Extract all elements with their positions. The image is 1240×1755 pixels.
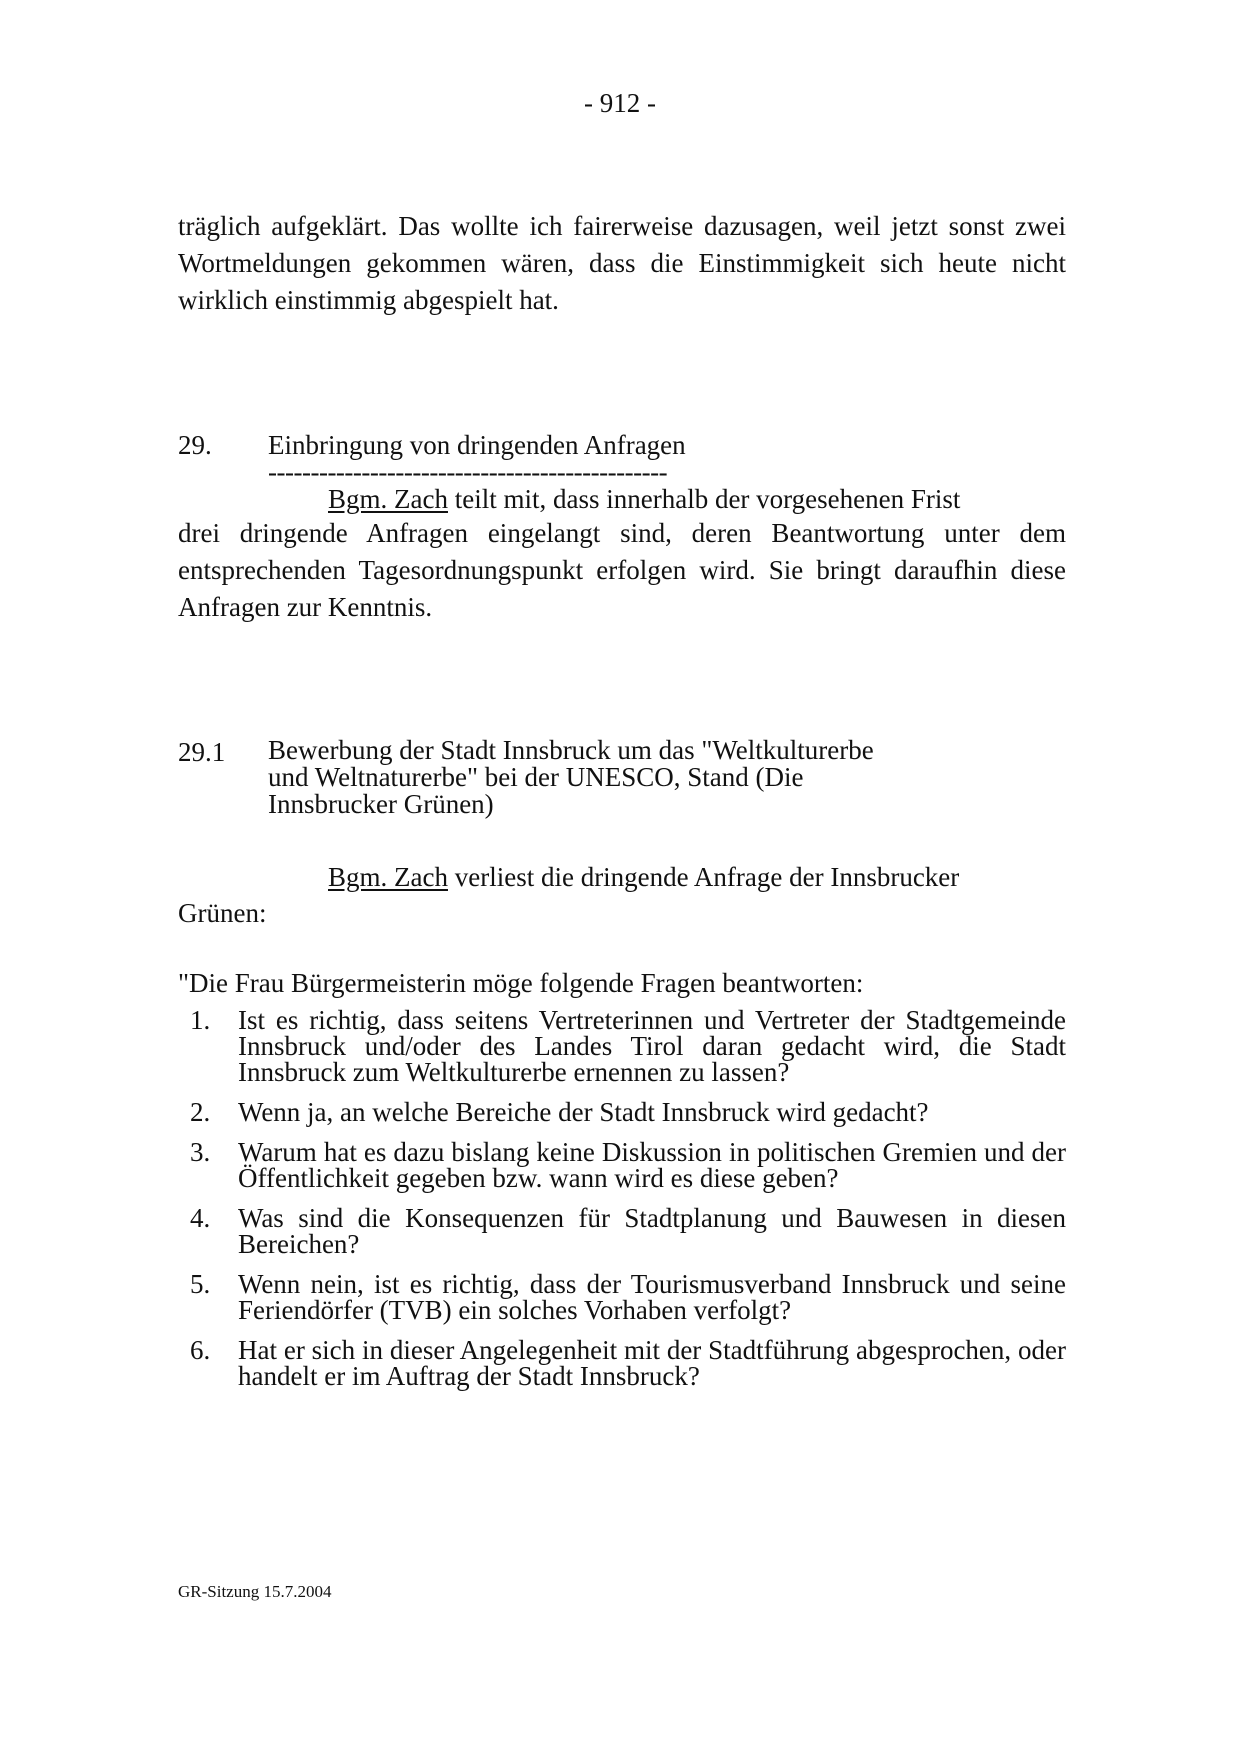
footer: GR-Sitzung 15.7.2004 — [178, 1582, 332, 1601]
speaker-name: Bgm. Zach — [328, 862, 448, 892]
quote-intro: "Die Frau Bürgermeisterin möge folgende Fragen beantworten: — [178, 968, 864, 998]
section-29-1-first-line-text: verliest die dringende Anfrage der Innsbrucker — [447, 862, 960, 892]
list-item: 2. Wenn ja, an welche Bereiche der Stadt Innsbruck wird gedacht? — [190, 1097, 929, 1127]
section-29-1-second-line: Grünen: — [178, 898, 267, 928]
section-29-first-line — [328, 484, 960, 515]
section-29-1-title: Bewerbung der Stadt Innsbruck um das "Weltkulturerbe und Weltnaturerbe" bei der UNESCO, Stand (Die Innsbrucker Grünen) — [268, 735, 874, 819]
section-29-1-number: 29.1 — [178, 737, 226, 767]
section-29-1-first-line — [328, 862, 959, 893]
section-29-first-line-text: teilt mit, dass innerhalb der vorgesehenen Frist — [447, 484, 961, 514]
page-number: - 912 - — [584, 88, 656, 118]
speaker-name: Bgm. Zach — [328, 484, 448, 514]
list-item: 4. Was sind die Konsequenzen für Stadtplanung und Bauwesen in diesen Bereichen? — [190, 1203, 1066, 1259]
section-29-underline-dashes: ----------------------------------------------- — [268, 457, 668, 487]
section-29-body: drei dringende Anfragen eingelangt sind, deren Beantwortung unter dem entsprechenden Tagesordnungspunkt erfolgen wird. Sie bringt daraufhin diese Anfragen zur Kenntnis. — [178, 518, 1066, 622]
section-29-title: Einbringung von dringenden Anfragen — [268, 430, 686, 460]
questions-list — [178, 1007, 1066, 1403]
list-item: 6. Hat er sich in dieser Angelegenheit mit der Stadtführung abgesprochen, oder handelt er im Auftrag der Stadt Innsbruck? — [190, 1335, 1066, 1391]
list-item: 5. Wenn nein, ist es richtig, dass der Tourismusverband Innsbruck und seine Feriendörfer (TVB) ein solches Vorhaben verfolgt? — [190, 1269, 1066, 1325]
intro-paragraph: träglich aufgeklärt. Das wollte ich fairerweise dazusagen, weil jetzt sonst zwei Wortmeldungen gekommen wären, dass die Einstimmigkeit sich heute nicht wirklich einstimmig abgespielt hat. — [178, 211, 1066, 315]
section-29-number: 29. — [178, 430, 212, 460]
list-item: 3. Warum hat es dazu bislang keine Diskussion in politischen Gremien und der Öffentlichkeit gegeben bzw. wann wird es diese geben? — [190, 1137, 1066, 1193]
list-item: 1. Ist es richtig, dass seitens Vertreterinnen und Vertreter der Stadtgemeinde Innsbruck und/oder des Landes Tirol daran gedacht wird, die Stadt Innsbruck zum Weltkulturerbe ernennen zu lassen? — [190, 1005, 1066, 1087]
